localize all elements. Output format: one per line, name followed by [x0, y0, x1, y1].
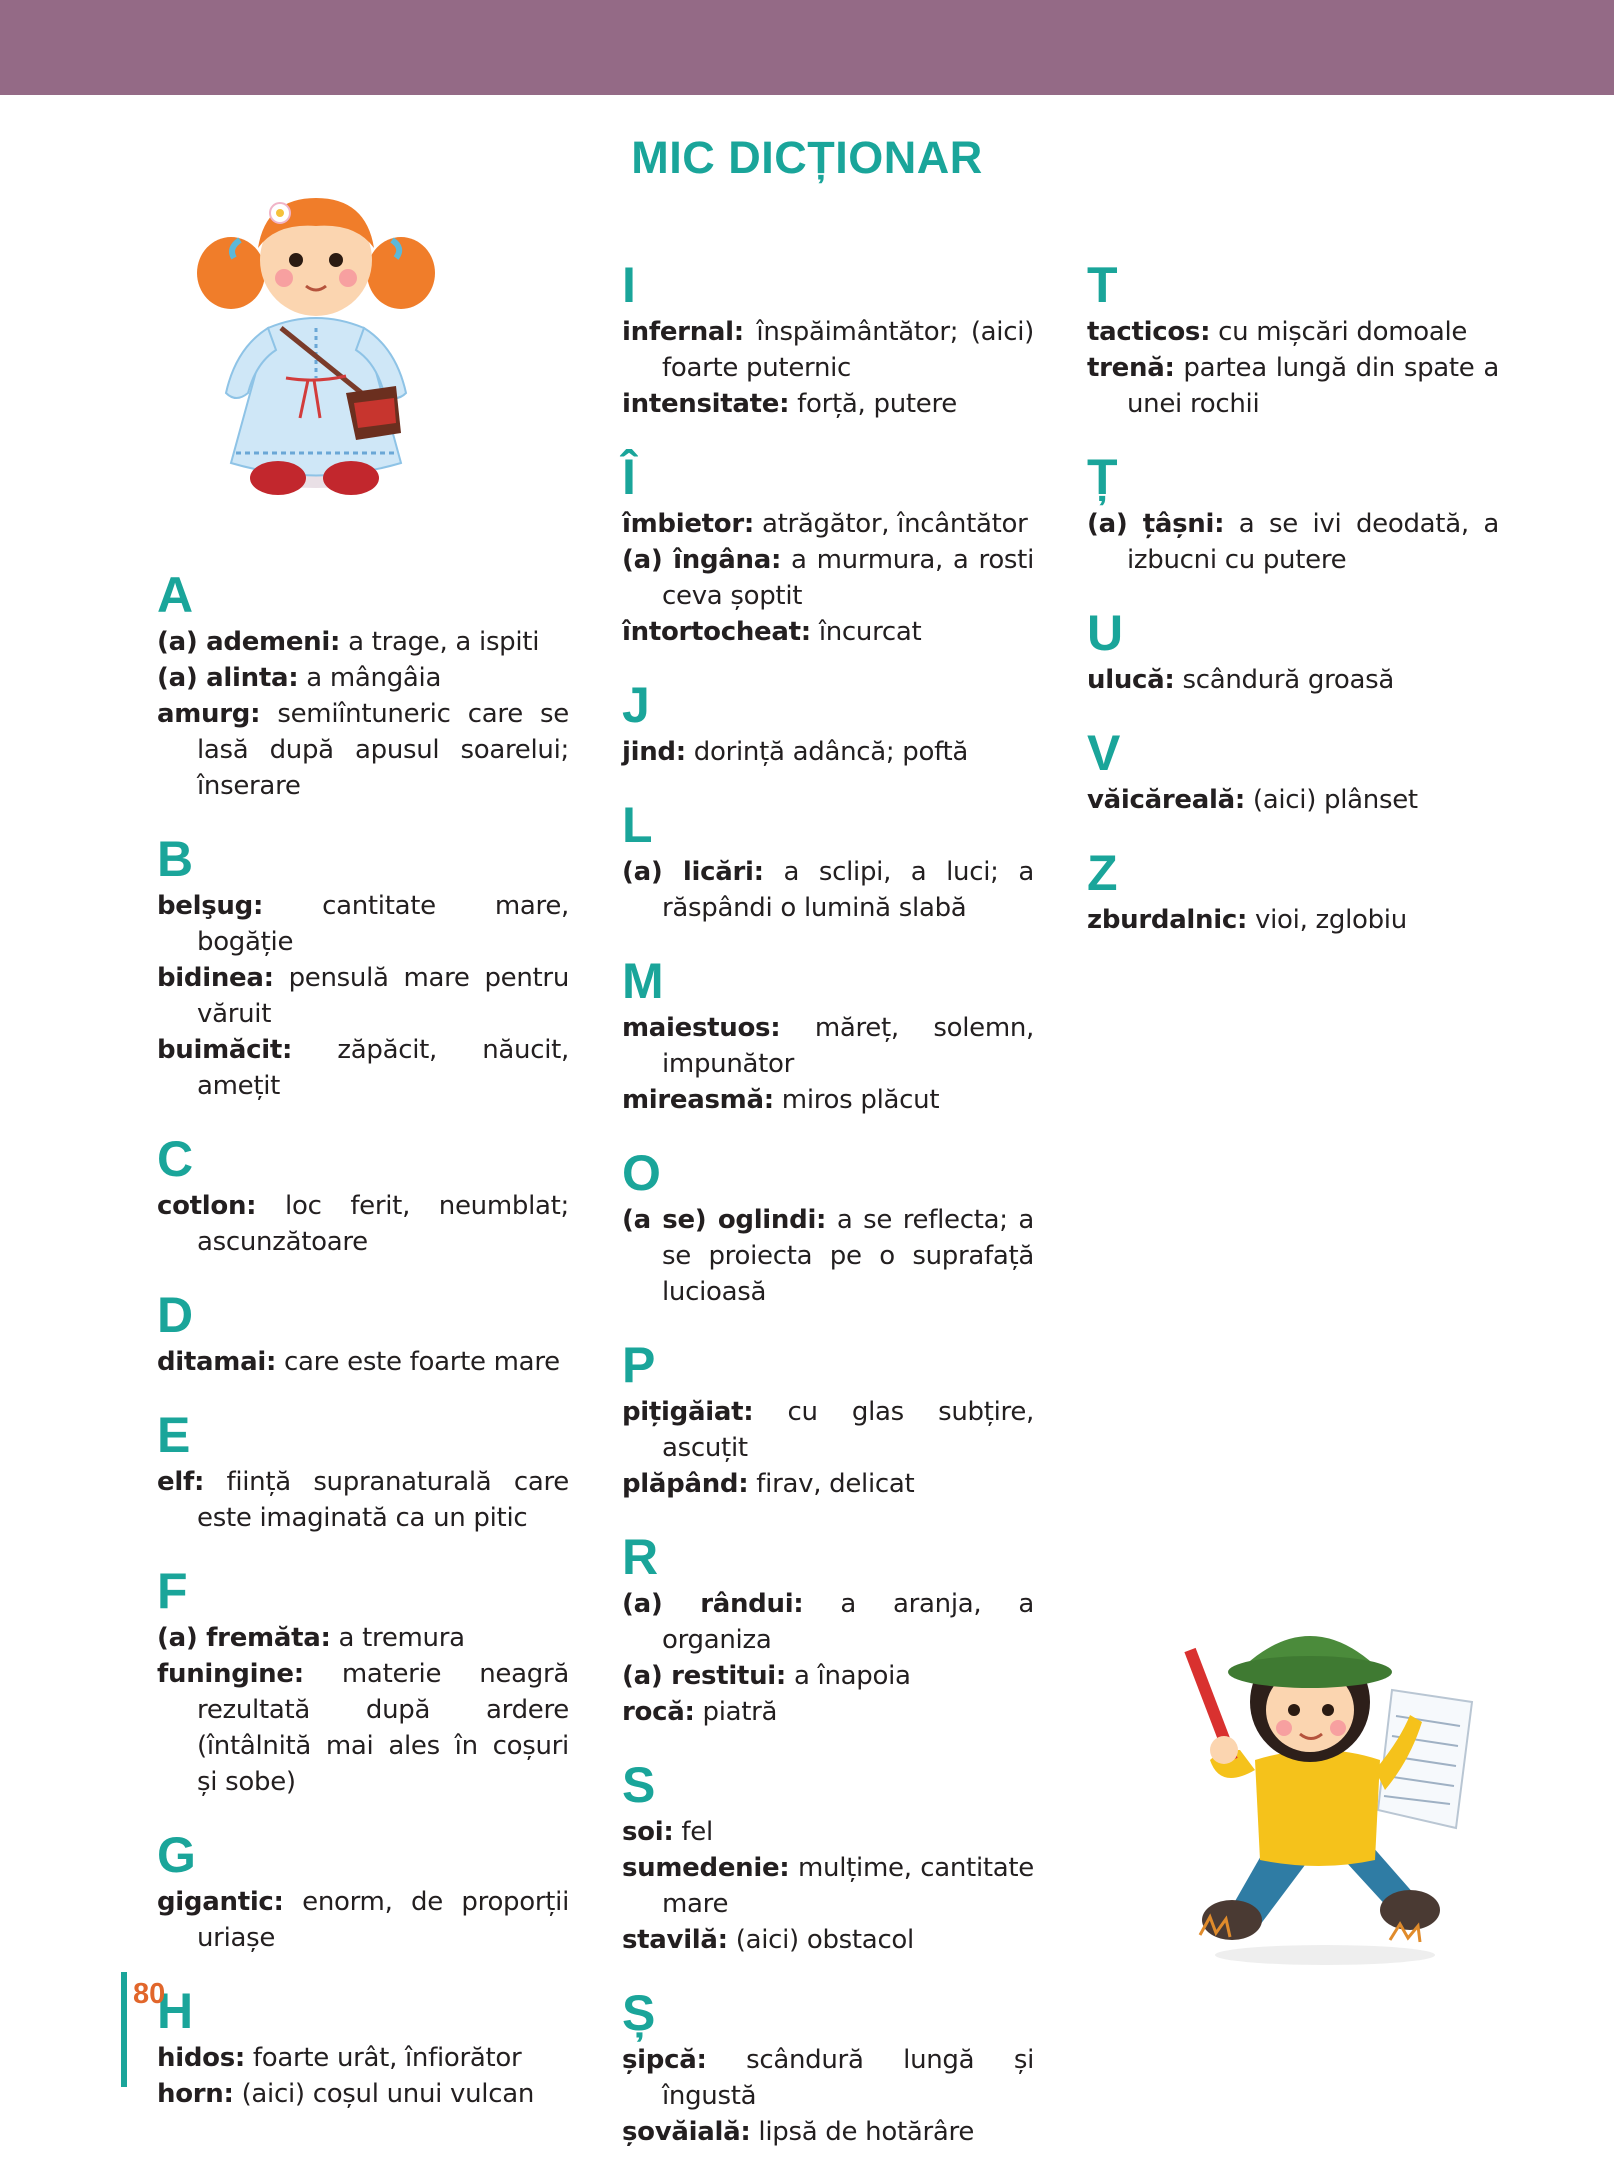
letter-section: [622, 954, 1034, 1118]
page-title: MIC DICȚIONAR: [631, 132, 983, 183]
entry-definition: firav, delicat: [748, 1469, 915, 1499]
entry-term: soi:: [622, 1817, 674, 1847]
entry-definition: foarte urât, înfiorător: [244, 2043, 522, 2073]
entry-term: (a) restitui:: [622, 1661, 786, 1691]
entry-term: tacticos:: [1087, 317, 1211, 347]
section-letter: S: [622, 1757, 656, 1813]
entry-term: amurg:: [157, 699, 261, 729]
dictionary-entry: [622, 314, 1034, 386]
entry-definition: zăpăcit, năucit, amețit: [197, 1035, 569, 1101]
letter-section: [622, 258, 1034, 422]
entry-term: intensitate:: [622, 389, 790, 419]
letter-section: [622, 1338, 1034, 1502]
dictionary-entry: [157, 960, 569, 1032]
entry-term: (a) alinta:: [157, 663, 299, 693]
entry-definition: (aici) coșul unui vulcan: [233, 2079, 535, 2109]
dictionary-entry: [1087, 782, 1499, 818]
section-letter: V: [1087, 725, 1121, 781]
page-number-rule: [121, 1972, 127, 2087]
page-number: 80: [133, 1978, 166, 2010]
dictionary-entry: [622, 1586, 1034, 1658]
entry-term: (a) fremăta:: [157, 1623, 331, 1653]
entry-term: văicăreală:: [1087, 785, 1245, 815]
entry-definition: semiîntuneric care se lasă după apusul soarelui; înserare: [197, 699, 569, 801]
entry-definition: miros plăcut: [773, 1085, 940, 1115]
entry-term: belşug:: [157, 891, 264, 921]
letter-section: [622, 1758, 1034, 1958]
dictionary-entry: [622, 1850, 1034, 1922]
section-letter: B: [157, 831, 194, 887]
entry-term: (a) licări:: [622, 857, 764, 887]
section-letter: R: [622, 1529, 659, 1585]
entry-term: trenă:: [1087, 353, 1175, 383]
boy-writing-illustration: [1160, 1610, 1490, 1970]
letter-section: [157, 832, 569, 1104]
entry-definition: a mângâia: [298, 663, 442, 693]
entry-term: pițigăiat:: [622, 1397, 754, 1427]
dictionary-entry: [622, 386, 1034, 422]
letter-section: [622, 1986, 1034, 2150]
dictionary-entry: [157, 1464, 569, 1536]
letter-section: [622, 798, 1034, 926]
dictionary-entry: [622, 854, 1034, 926]
entry-term: (a) îngâna:: [622, 545, 782, 575]
entry-term: sumedenie:: [622, 1853, 790, 1883]
entry-definition: a se reflecta; a se proiecta pe o suprafață lucioasă: [662, 1205, 1034, 1307]
entry-definition: (aici) obstacol: [727, 1925, 914, 1955]
entry-definition: a aranja, a organiza: [662, 1589, 1035, 1655]
dictionary-entry: [622, 1814, 1034, 1850]
letter-section: [1087, 726, 1499, 818]
entry-definition: cantitate mare, bogăție: [197, 891, 569, 957]
dictionary-entry: [622, 1922, 1034, 1958]
entry-term: (a) ademeni:: [157, 627, 341, 657]
entry-definition: materie neagră rezultată după ardere (întâlnită mai ales în coșuri și sobe): [197, 1659, 569, 1797]
entry-term: zburdalnic:: [1087, 905, 1248, 935]
dictionary-entry: [622, 2114, 1034, 2150]
entry-term: întortocheat:: [622, 617, 811, 647]
header-band: [0, 0, 1614, 95]
dictionary-entry: [622, 542, 1034, 614]
entry-term: infernal:: [622, 317, 744, 347]
dictionary-column-2: [622, 258, 1034, 2178]
dictionary-entry: [622, 1658, 1034, 1694]
section-letter: G: [157, 1827, 196, 1883]
entry-term: șipcă:: [622, 2045, 707, 2075]
section-letter: J: [622, 677, 650, 733]
entry-definition: pensulă mare pentru văruit: [197, 963, 569, 1029]
section-letter: T: [1087, 257, 1118, 313]
dictionary-entry: [622, 1694, 1034, 1730]
entry-definition: înspăimântător; (aici) foarte puternic: [662, 317, 1034, 383]
dictionary-entry: [157, 2040, 569, 2076]
entry-term: elf:: [157, 1467, 205, 1497]
section-letter: A: [157, 567, 194, 623]
entry-definition: cu glas subțire, ascuțit: [662, 1397, 1034, 1463]
dictionary-entry: [157, 1620, 569, 1656]
letter-section: [622, 678, 1034, 770]
section-letter: E: [157, 1407, 191, 1463]
dictionary-column-1: [157, 568, 569, 2140]
letter-section: [1087, 450, 1499, 578]
section-letter: P: [622, 1337, 656, 1393]
entry-definition: piatră: [694, 1697, 778, 1727]
entry-term: cotlon:: [157, 1191, 257, 1221]
dictionary-entry: [622, 506, 1034, 542]
entry-definition: vioi, zglobiu: [1247, 905, 1407, 935]
section-letter: M: [622, 953, 664, 1009]
section-letter: H: [157, 1983, 194, 2039]
entry-term: buimăcit:: [157, 1035, 293, 1065]
letter-section: [1087, 606, 1499, 698]
section-letter: F: [157, 1563, 188, 1619]
entry-definition: care este foarte mare: [276, 1347, 560, 1377]
entry-definition: a tremura: [330, 1623, 465, 1653]
section-letter: Z: [1087, 845, 1118, 901]
letter-section: [157, 1564, 569, 1800]
entry-definition: încurcat: [810, 617, 922, 647]
entry-definition: partea lungă din spate a unei rochii: [1127, 353, 1499, 419]
letter-section: [622, 450, 1034, 650]
dictionary-entry: [1087, 350, 1499, 422]
dictionary-entry: [157, 1188, 569, 1260]
girl-doll-illustration: [196, 178, 436, 510]
section-letter: U: [1087, 605, 1124, 661]
entry-term: funingine:: [157, 1659, 304, 1689]
entry-term: ulucă:: [1087, 665, 1175, 695]
entry-definition: scândură groasă: [1174, 665, 1395, 695]
entry-definition: a înapoia: [785, 1661, 911, 1691]
section-letter: I: [622, 257, 636, 313]
dictionary-entry: [622, 2042, 1034, 2114]
entry-term: maiestuos:: [622, 1013, 781, 1043]
dictionary-entry: [157, 660, 569, 696]
entry-term: jind:: [622, 737, 686, 767]
dictionary-entry: [622, 1082, 1034, 1118]
dictionary-entry: [1087, 902, 1499, 938]
entry-definition: măreț, solemn, impunător: [662, 1013, 1034, 1079]
entry-term: mireasmă:: [622, 1085, 774, 1115]
letter-section: [157, 1984, 569, 2112]
entry-term: gigantic:: [157, 1887, 284, 1917]
dictionary-entry: [157, 1884, 569, 1956]
entry-definition: forță, putere: [789, 389, 957, 419]
dictionary-entry: [157, 888, 569, 960]
dictionary-entry: [1087, 314, 1499, 350]
section-letter: Î: [622, 449, 636, 505]
letter-section: [157, 568, 569, 804]
entry-definition: a sclipi, a luci; a răspândi o lumină slabă: [662, 857, 1034, 923]
dictionary-entry: [157, 1032, 569, 1104]
dictionary-entry: [622, 1202, 1034, 1310]
dictionary-entry: [622, 734, 1034, 770]
entry-definition: mulțime, cantitate mare: [662, 1853, 1034, 1919]
entry-definition: a se ivi deodată, a izbucni cu putere: [1127, 509, 1499, 575]
dictionary-entry: [622, 1010, 1034, 1082]
dictionary-entry: [622, 614, 1034, 650]
entry-term: ditamai:: [157, 1347, 277, 1377]
entry-definition: a trage, a ispiti: [340, 627, 540, 657]
entry-term: șovăială:: [622, 2117, 751, 2147]
dictionary-entry: [157, 624, 569, 660]
section-letter: D: [157, 1287, 194, 1343]
entry-definition: a murmura, a rosti ceva șoptit: [662, 545, 1035, 611]
entry-definition: scândură lungă și îngustă: [662, 2045, 1034, 2111]
letter-section: [1087, 258, 1499, 422]
entry-definition: enorm, de proporții uriașe: [197, 1887, 569, 1953]
entry-definition: (aici) plânset: [1244, 785, 1418, 815]
entry-term: (a se) oglindi:: [622, 1205, 827, 1235]
letter-section: [157, 1408, 569, 1536]
letter-section: [157, 1828, 569, 1956]
dictionary-entry: [157, 696, 569, 804]
dictionary-column-3: [1087, 258, 1499, 966]
dictionary-entry: [157, 2076, 569, 2112]
dictionary-entry: [1087, 506, 1499, 578]
section-letter: Ț: [1087, 449, 1118, 505]
entry-definition: loc ferit, neumblat; ascunzătoare: [197, 1191, 569, 1257]
entry-term: horn:: [157, 2079, 234, 2109]
entry-definition: cu mișcări domoale: [1210, 317, 1468, 347]
letter-section: [622, 1146, 1034, 1310]
entry-definition: ființă supranaturală care este imaginată ca un pitic: [197, 1467, 569, 1533]
dictionary-entry: [1087, 662, 1499, 698]
entry-term: rocă:: [622, 1697, 695, 1727]
dictionary-entry: [622, 1466, 1034, 1502]
letter-section: [157, 1288, 569, 1380]
entry-term: stavilă:: [622, 1925, 728, 1955]
dictionary-entry: [157, 1344, 569, 1380]
entry-term: bidinea:: [157, 963, 274, 993]
letter-section: [157, 1132, 569, 1260]
letter-section: [622, 1530, 1034, 1730]
entry-term: (a) țâșni:: [1087, 509, 1225, 539]
entry-term: plăpând:: [622, 1469, 749, 1499]
section-letter: C: [157, 1131, 194, 1187]
dictionary-entry: [157, 1656, 569, 1800]
entry-term: hidos:: [157, 2043, 245, 2073]
entry-term: (a) rândui:: [622, 1589, 804, 1619]
section-letter: O: [622, 1145, 661, 1201]
section-letter: L: [622, 797, 653, 853]
entry-definition: dorință adâncă; poftă: [685, 737, 969, 767]
dictionary-entry: [622, 1394, 1034, 1466]
entry-term: îmbietor:: [622, 509, 754, 539]
entry-definition: lipsă de hotărâre: [750, 2117, 975, 2147]
entry-definition: fel: [673, 1817, 713, 1847]
entry-definition: atrăgător, încântător: [753, 509, 1028, 539]
section-letter: Ș: [622, 1985, 656, 2041]
letter-section: [1087, 846, 1499, 938]
